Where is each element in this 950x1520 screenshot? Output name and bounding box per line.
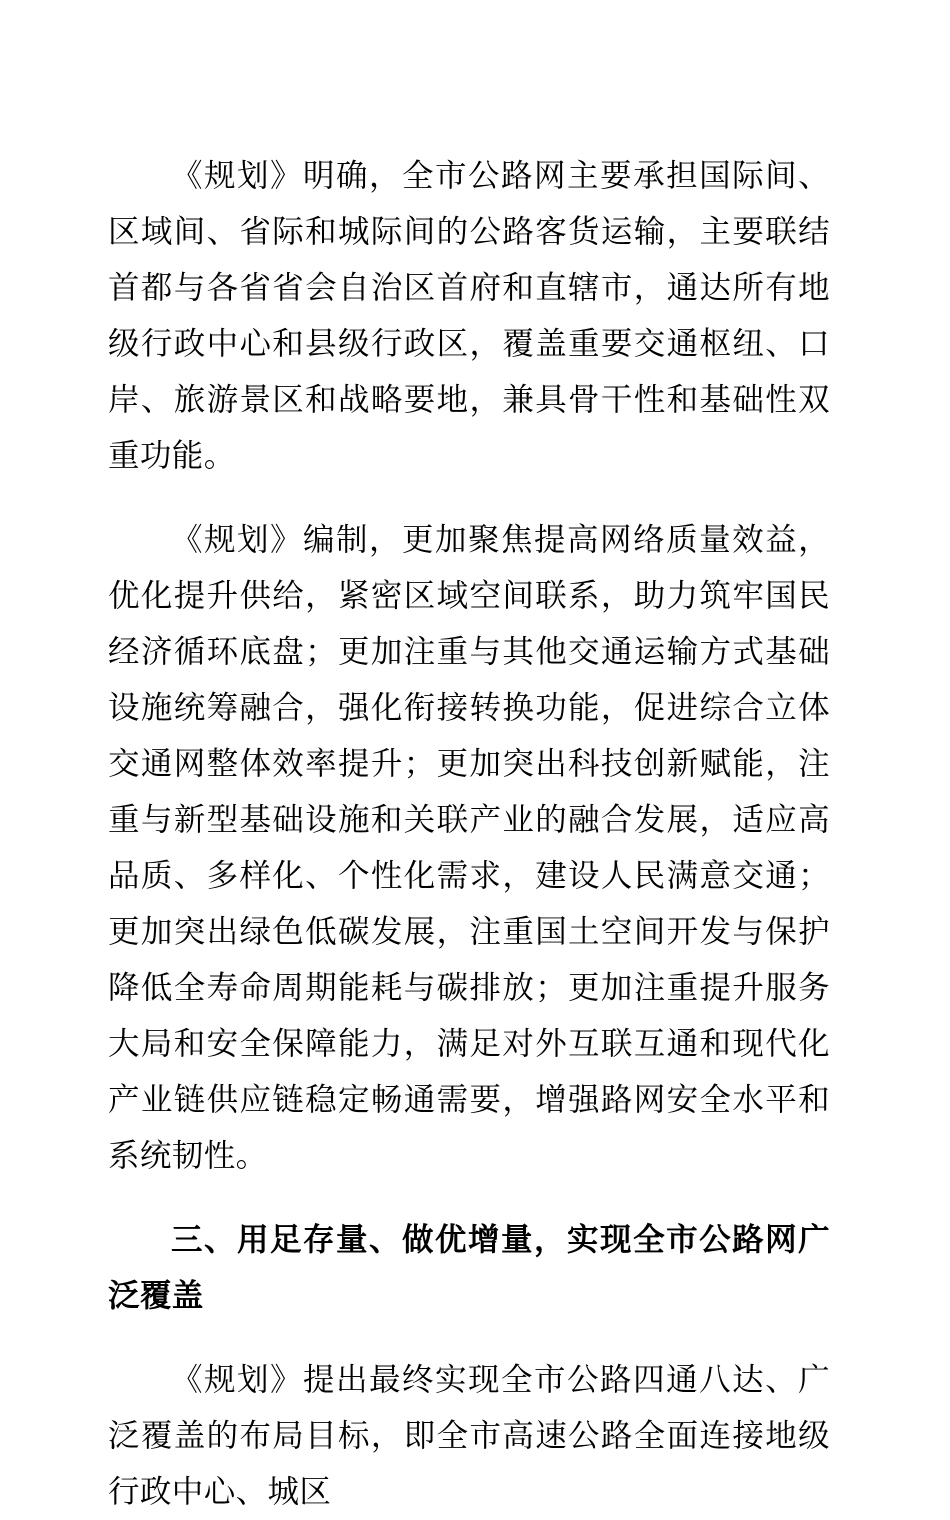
section-heading-3: 三、用足存量、做优增量，实现全市公路网广泛覆盖 — [108, 1222, 830, 1313]
paragraph-2: 《规划》编制，更加聚焦提高网络质量效益，优化提升供给，紧密区域空间联系，助力筑牢国民经济循环底盘；更加注重与其他交通运输方式基础设施统筹融合，强化衔接转换功能，促进综合立体交通网整体效率提升；更加突出科技创新赋能，注重与新型基础设施和关联产业的融合发展，适应高品质、多样化、个性化需求，建设人民满意交通；更加突出绿色低碳发展，注重国土空间开发与保护降低全寿命周期能耗与碳排放；更加注重提升服务大局和安全保障能力，满足对外互联互通和现代化产业链供应链稳定畅通需要，增强路网安全水平和系统韧性。 — [108, 522, 830, 1173]
paragraph-3: 《规划》提出最终实现全市公路四通八达、广泛覆盖的布局目标，即全市高速公路全面连接地级行政中心、城区 — [108, 1362, 830, 1509]
document-body — [108, 148, 830, 1520]
paragraph-1: 《规划》明确，全市公路网主要承担国际间、区域间、省际和城际间的公路客货运输，主要联结首都与各省省会自治区首府和直辖市，通达所有地级行政中心和县级行政区，覆盖重要交通枢纽、口岸、旅游景区和战略要地，兼具骨干性和基础性双重功能。 — [108, 158, 830, 473]
